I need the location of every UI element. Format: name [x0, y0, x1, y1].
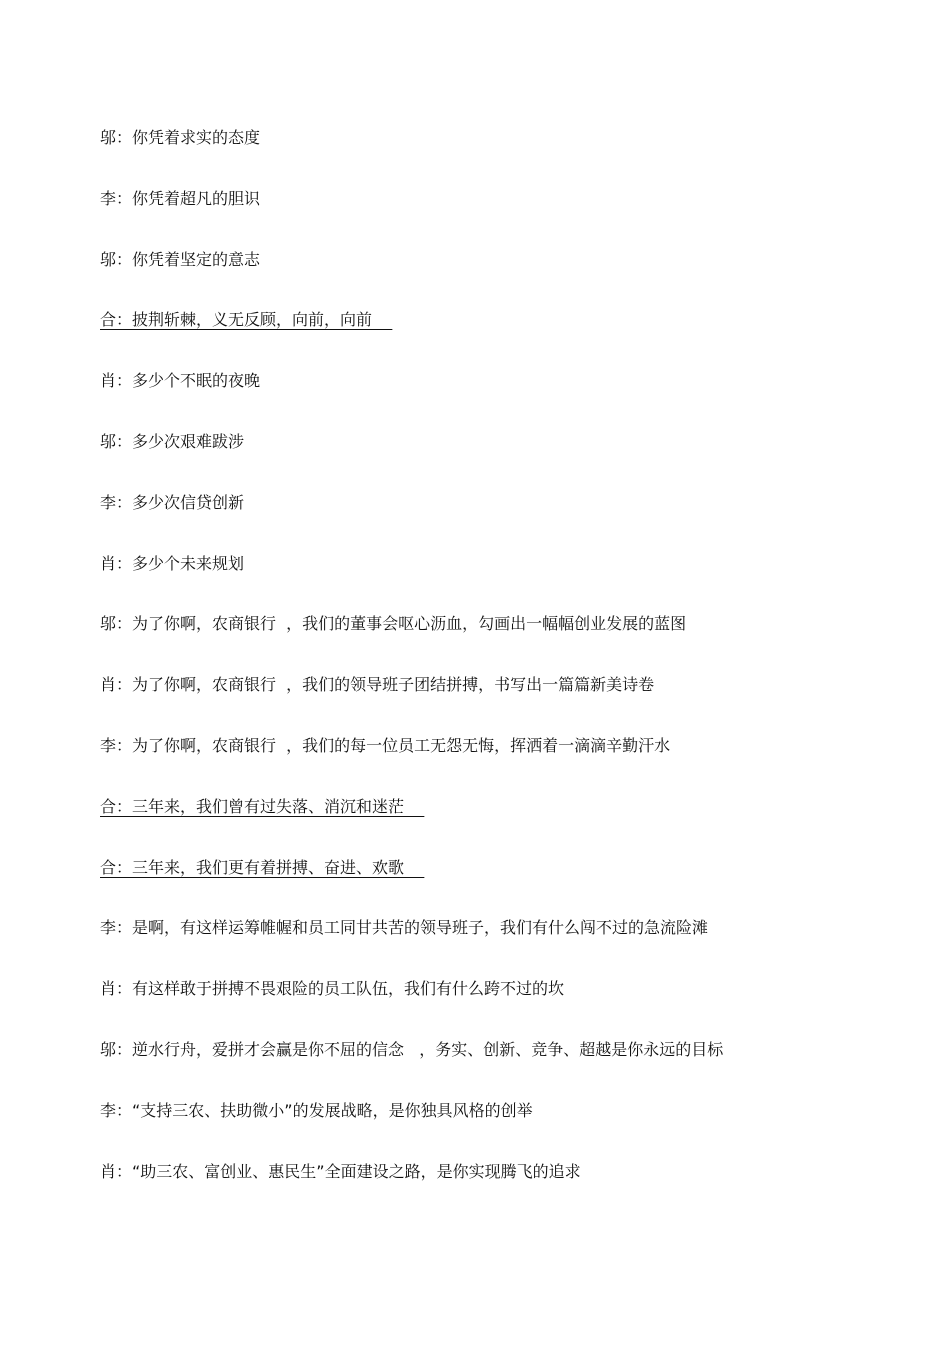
- dialogue-line: 李：是啊，有这样运筹帷幄和员工同甘共苦的领导班子，我们有什么闯不过的急流险滩: [100, 918, 709, 938]
- dialogue-line: 邬：你凭着求实的态度: [100, 128, 261, 147]
- dialogue-line: 李：你凭着超凡的胆识: [100, 188, 261, 208]
- dialogue-line: 肖：有这样敢于拼搏不畏艰险的员工队伍，我们有什么跨不过的坎: [100, 979, 565, 999]
- dialogue-line: 邬：你凭着坚定的意志: [100, 249, 261, 269]
- dialogue-line: 李：为了你啊，农商银行 ，我们的每一位员工无怨无悔，挥洒着一滴滴辛勤汗水: [100, 735, 671, 755]
- dialogue-line: 邬：多少次艰难跋涉: [100, 431, 245, 451]
- chorus-line: 合：披荆斩棘，义无反顾，向前，向前: [100, 310, 393, 330]
- dialogue-line: 李：“支持三农、扶助微小”的发展战略，是你独具风格的创举: [100, 1100, 533, 1120]
- dialogue-script: [100, 124, 860, 1218]
- dialogue-line: 肖：多少个未来规划: [100, 553, 245, 573]
- dialogue-line: 肖：为了你啊，农商银行 ，我们的领导班子团结拼搏，书写出一篇篇新美诗卷: [100, 675, 655, 695]
- chorus-line: 合：三年来，我们更有着拼搏、奋进、欢歌: [100, 857, 425, 877]
- dialogue-line: 肖：多少个不眠的夜晚: [100, 371, 261, 391]
- dialogue-line: 邬：逆水行舟，爱拼才会赢是你不屈的信念 ，务实、创新、竞争、超越是你永远的目标: [100, 1039, 724, 1059]
- dialogue-line: 邬：为了你啊，农商银行 ，我们的董事会呕心沥血，勾画出一幅幅创业发展的蓝图: [100, 614, 687, 634]
- dialogue-line: 肖：“助三农、富创业、惠民生”全面建设之路，是你实现腾飞的追求: [100, 1161, 581, 1181]
- chorus-line: 合：三年来，我们曾有过失落、消沉和迷茫: [100, 796, 425, 816]
- dialogue-line: 李：多少次信贷创新: [100, 492, 245, 512]
